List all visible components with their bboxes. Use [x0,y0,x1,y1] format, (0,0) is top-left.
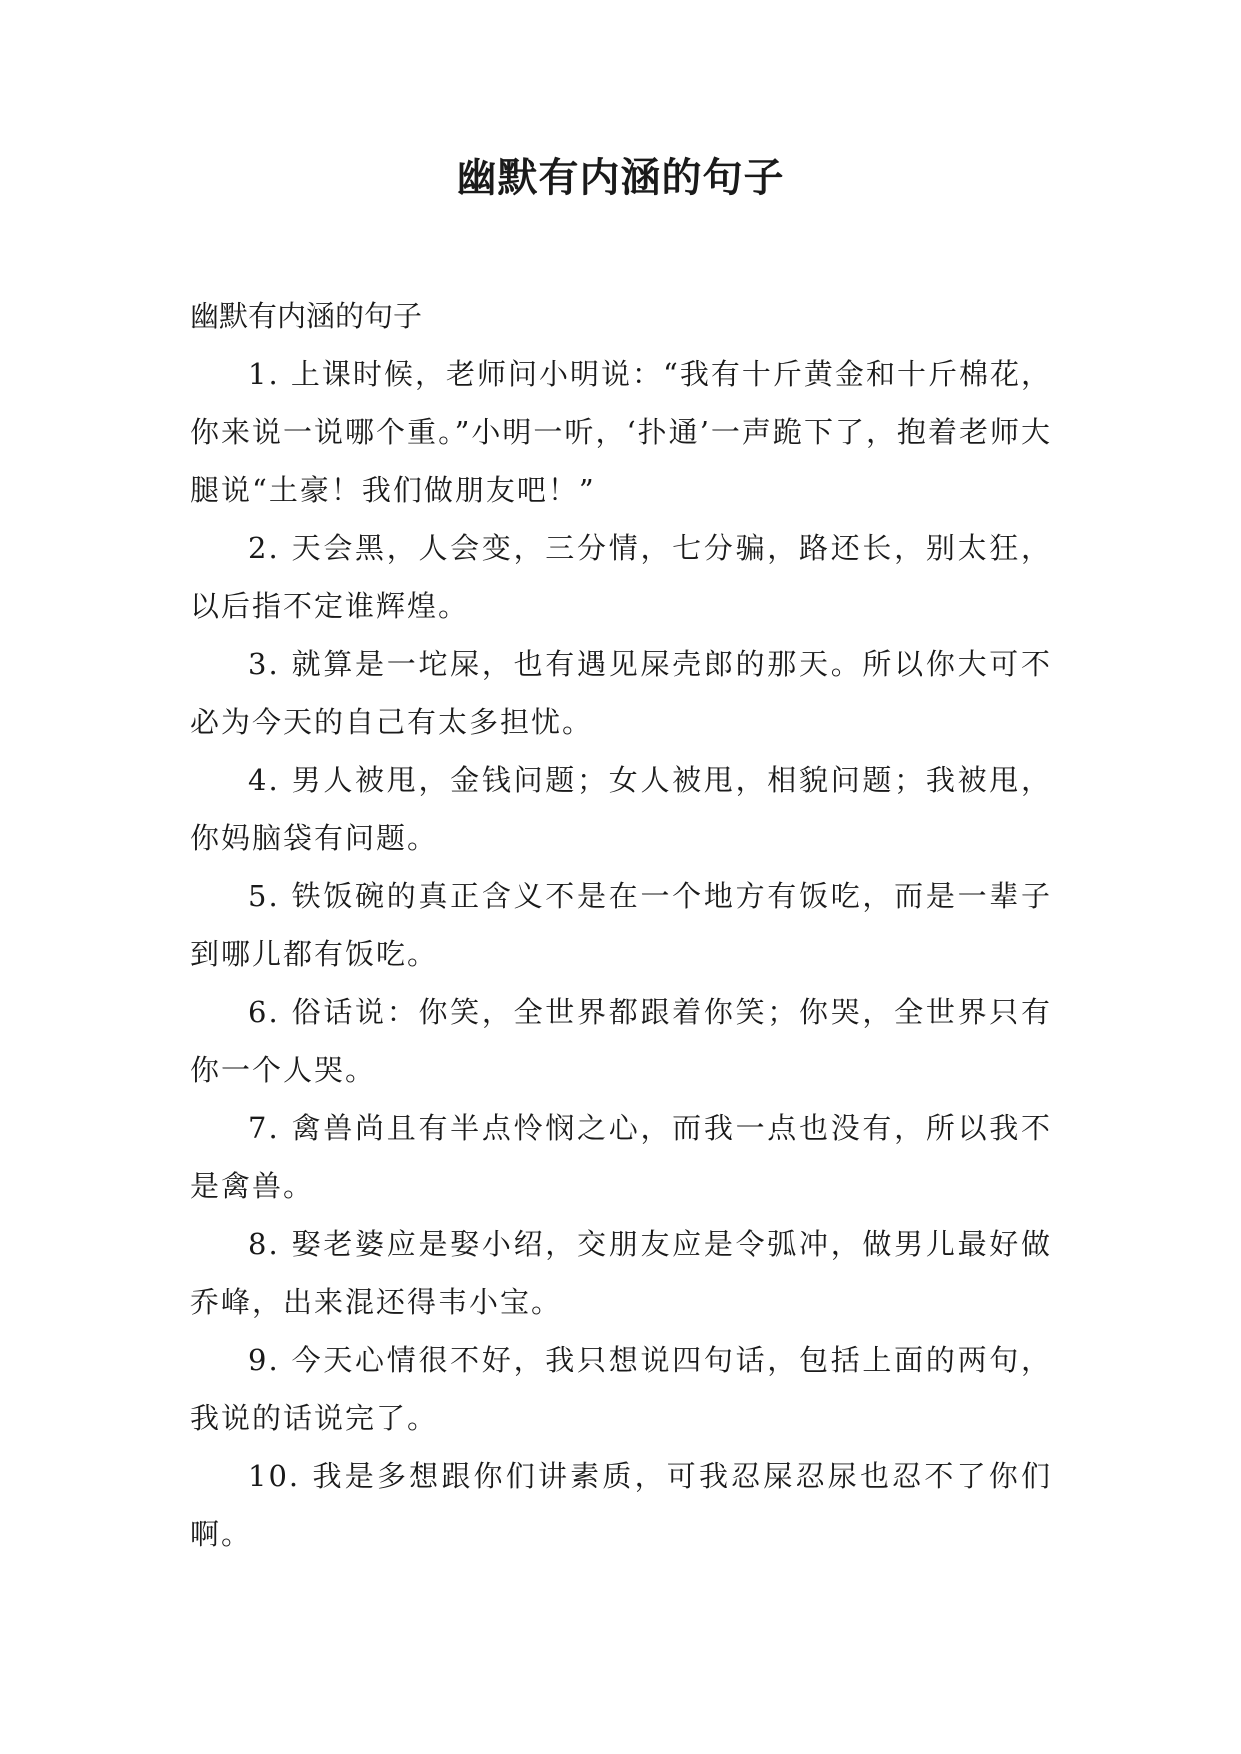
paragraph-7: 7. 禽兽尚且有半点怜悯之心，而我一点也没有，所以我不是禽兽。 [190,1111,1052,1203]
document-title: 幽默有内涵的句子 [456,155,785,201]
document-body [190,287,1052,1563]
paragraph-1: 1. 上课时候，老师问小明说：“我有十斤黄金和十斤棉花，你来说一说哪个重。”小明一听，‘扑通’一声跪下了，抱着老师大腿说“土豪！我们做朋友吧！” [190,357,1052,507]
paragraph-9: 9. 今天心情很不好，我只想说四句话，包括上面的两句，我说的话说完了。 [190,1343,1052,1435]
paragraph-3: 3. 就算是一坨屎，也有遇见屎壳郎的那天。所以你大可不必为今天的自己有太多担忧。 [190,647,1052,739]
document-subtitle: 幽默有内涵的句子 [190,299,423,333]
paragraph-4: 4. 男人被甩，金钱问题；女人被甩，相貌问题；我被甩，你妈脑袋有问题。 [190,763,1052,855]
paragraph-5: 5. 铁饭碗的真正含义不是在一个地方有饭吃，而是一辈子到哪儿都有饭吃。 [190,879,1052,971]
paragraph-8: 8. 娶老婆应是娶小绍，交朋友应是令弧冲，做男儿最好做乔峰，出来混还得韦小宝。 [190,1227,1052,1319]
paragraph-6: 6. 俗话说：你笑，全世界都跟着你笑；你哭，全世界只有你一个人哭。 [190,995,1052,1087]
paragraph-2: 2. 天会黑，人会变，三分情，七分骗，路还长，别太狂，以后指不定谁辉煌。 [190,531,1052,623]
paragraph-10: 10. 我是多想跟你们讲素质，可我忍屎忍尿也忍不了你们啊。 [190,1459,1052,1551]
